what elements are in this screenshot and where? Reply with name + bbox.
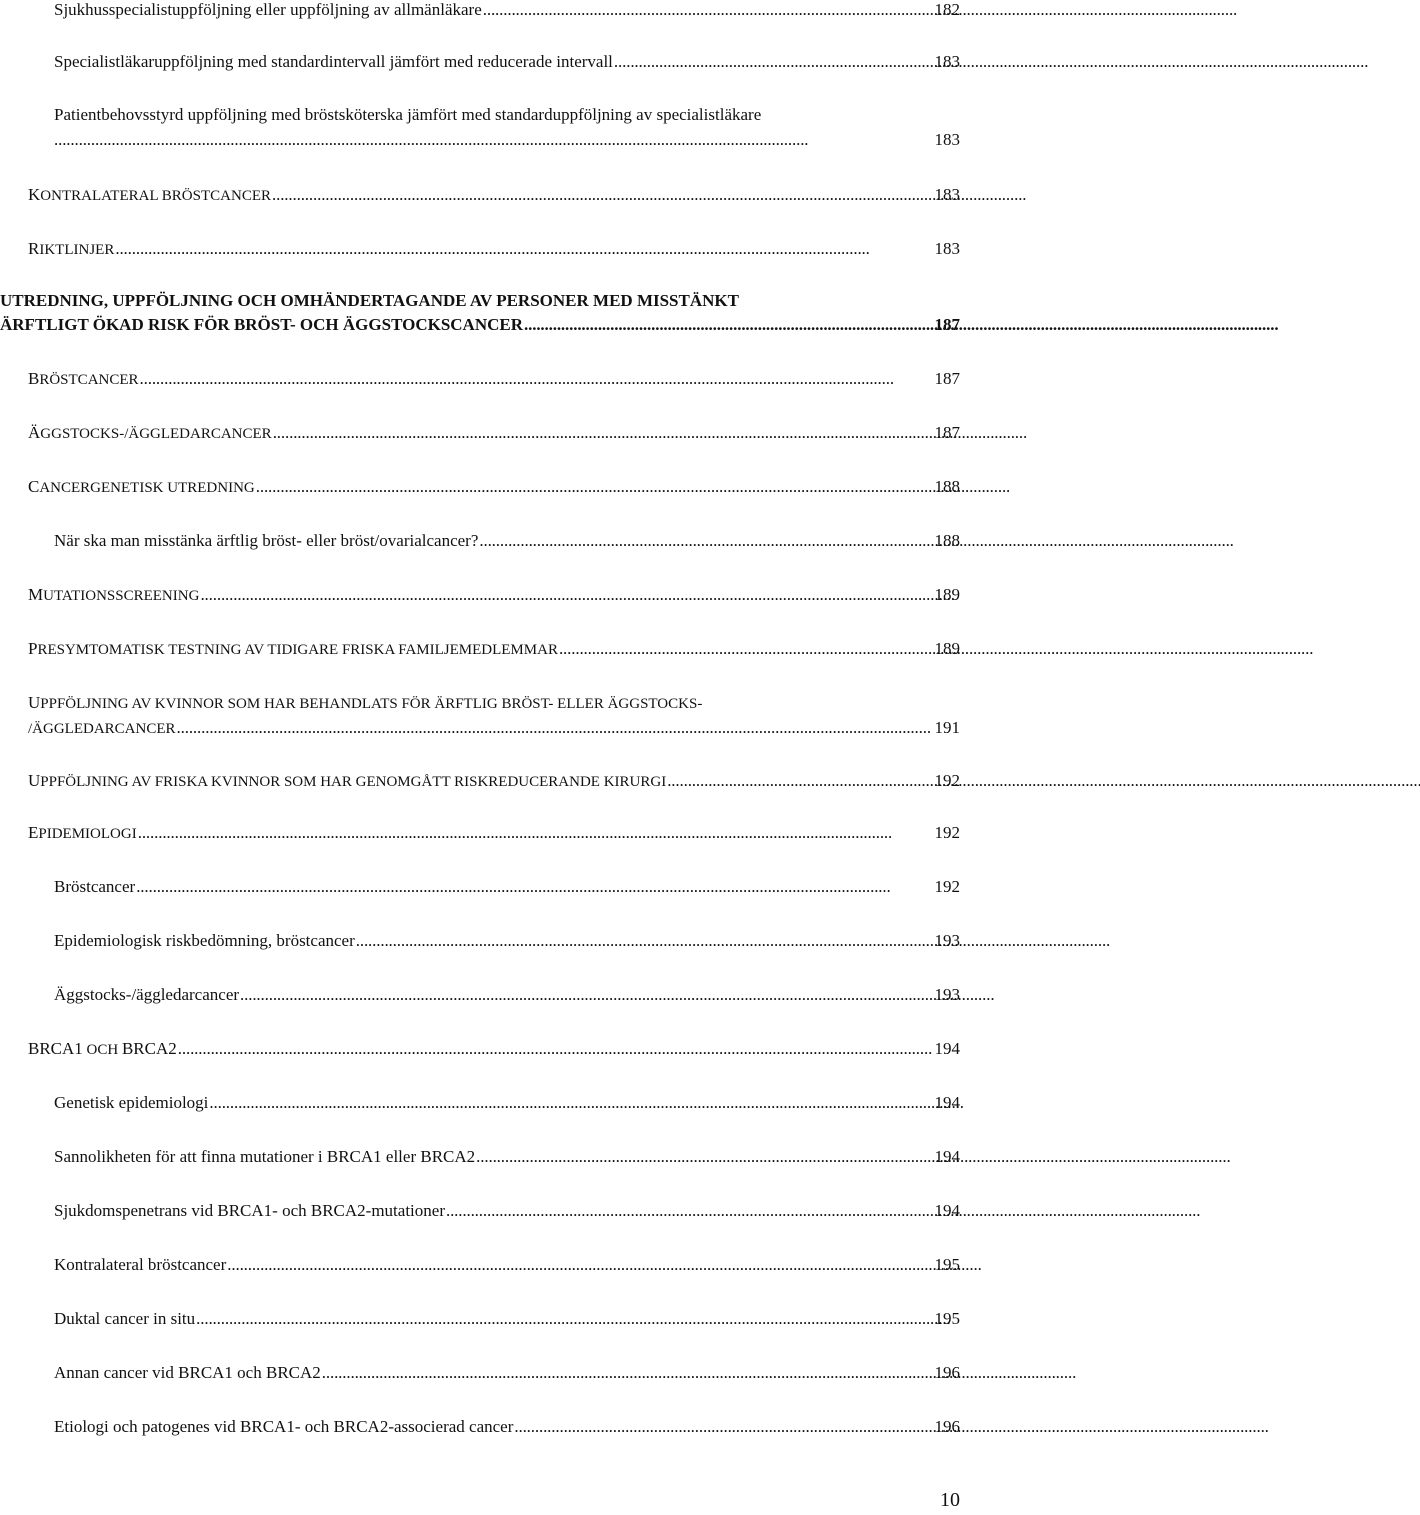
- toc-entry[interactable]: [54, 1361, 960, 1385]
- toc-leader-dots: [115, 237, 932, 261]
- toc-leader-dots: [476, 1145, 932, 1169]
- toc-entry-title: Patientbehovsstyrd uppföljning med bröstsköterska jämfört med standarduppföljning av specialistläkare: [54, 105, 762, 124]
- toc-entry-title: KONTRALATERAL BRÖSTCANCER: [28, 185, 271, 204]
- toc-leader-dots: [138, 821, 933, 845]
- toc-entry[interactable]: [28, 421, 960, 446]
- toc-entry-page: 196: [934, 1417, 960, 1436]
- toc-entry-page: 195: [934, 1309, 960, 1328]
- toc-entry[interactable]: [54, 1199, 960, 1223]
- toc-entry[interactable]: [28, 583, 960, 608]
- toc-leader-dots: [227, 1253, 932, 1277]
- toc-entry-page: 191: [934, 718, 960, 737]
- toc-entry-title: Kontralateral bröstcancer: [54, 1255, 227, 1274]
- toc-entry-title: BRÖSTCANCER: [28, 369, 139, 388]
- toc-leader-dots: [177, 716, 933, 740]
- toc-leader-dots: [140, 367, 933, 391]
- toc-entry[interactable]: [28, 367, 960, 392]
- toc-entry-title: Genetisk epidemiologi: [54, 1093, 209, 1112]
- toc-entry-page: 194: [934, 1147, 960, 1166]
- toc-entry[interactable]: [28, 475, 960, 500]
- toc-entry[interactable]: [54, 1415, 960, 1439]
- toc-entry[interactable]: [28, 237, 960, 262]
- toc-leader-dots: [273, 421, 933, 445]
- toc-leader-dots: [524, 313, 932, 337]
- toc-entry-page: 189: [934, 585, 960, 604]
- toc-leader-dots: [667, 769, 932, 793]
- toc-leader-dots: [178, 1037, 933, 1061]
- toc-leader-dots: [356, 929, 933, 953]
- toc-entry-title: RIKTLINJER: [28, 239, 115, 258]
- toc-entry-title: Epidemiologisk riskbedömning, bröstcancer: [54, 931, 355, 950]
- toc-entry-title: MUTATIONSSCREENING: [28, 585, 200, 604]
- toc-entry[interactable]: [28, 821, 960, 846]
- toc-entry[interactable]: [28, 691, 960, 741]
- toc-leader-dots: [136, 875, 932, 899]
- toc-entry-title: Sjukdomspenetrans vid BRCA1- och BRCA2-mutationer: [54, 1201, 445, 1220]
- toc-entry-page: 189: [934, 639, 960, 658]
- toc-entry-title-cont: /ÄGGLEDARCANCER: [28, 721, 176, 737]
- toc-leader-dots: [54, 128, 933, 152]
- toc-entry[interactable]: [28, 637, 960, 662]
- toc-leader-dots: [240, 983, 932, 1007]
- toc-entry[interactable]: [28, 1037, 960, 1062]
- toc-entry-title: Äggstocks-/äggledarcancer: [54, 985, 240, 1004]
- toc-leader-dots: [559, 637, 933, 661]
- toc-entry-title: Specialistläkaruppföljning med standardintervall jämfört med reducerade intervall: [54, 52, 613, 71]
- toc-entry-page: 192: [934, 771, 960, 790]
- toc-entry-page: 187: [934, 369, 960, 388]
- toc-entry-title: Sjukhusspecialistuppföljning eller uppföljning av allmänläkare: [54, 0, 482, 19]
- toc-entry[interactable]: [28, 183, 960, 208]
- toc-entry-page: 194: [934, 1039, 960, 1058]
- toc-entry-page: 183: [934, 185, 960, 204]
- toc-entry-title: PRESYMTOMATISK TESTNING AV TIDIGARE FRISKA FAMILJEMEDLEMMAR: [28, 639, 558, 658]
- toc-leader-dots: [514, 1415, 932, 1439]
- toc-chapter-title: UTREDNING, UPPFÖLJNING OCH OMHÄNDERTAGANDE AV PERSONER MED MISSTÄNKT: [0, 291, 739, 310]
- toc-entry-page: 183: [934, 130, 960, 149]
- toc-entry-page: 196: [934, 1363, 960, 1382]
- toc-entry[interactable]: [54, 1253, 960, 1277]
- toc-leader-dots: [256, 475, 933, 499]
- toc-entry-page: 182: [934, 0, 960, 19]
- toc-leader-dots: [322, 1361, 933, 1385]
- toc-entry-page: 195: [934, 1255, 960, 1274]
- toc-entry-title: CANCERGENETISK UTREDNING: [28, 477, 255, 496]
- toc-entry-page: 183: [934, 239, 960, 258]
- toc-entry-page: 188: [934, 477, 960, 496]
- toc-entry-page: 187: [934, 315, 960, 334]
- toc-entry[interactable]: [54, 0, 960, 22]
- toc-entry[interactable]: [54, 50, 960, 74]
- toc-entry[interactable]: [54, 1145, 960, 1169]
- toc-entry[interactable]: [54, 875, 960, 899]
- page-number: 10: [940, 1489, 960, 1511]
- toc-leader-dots: [209, 1091, 932, 1115]
- toc-entry-title: Etiologi och patogenes vid BRCA1- och BRCA2-associerad cancer: [54, 1417, 514, 1436]
- toc-entry-title: Sannolikheten för att finna mutationer i BRCA1 eller BRCA2: [54, 1147, 476, 1166]
- toc-chapter-entry[interactable]: [0, 289, 960, 337]
- toc-entry-title: Bröstcancer: [54, 877, 136, 896]
- toc-entry-page: 192: [934, 877, 960, 896]
- toc-leader-dots: [200, 583, 932, 607]
- toc-entry-page: 188: [934, 531, 960, 550]
- toc-entry-page: 194: [934, 1093, 960, 1112]
- toc-entry-title: När ska man misstänka ärftlig bröst- eller bröst/ovarialcancer?: [54, 531, 479, 550]
- toc-chapter-title-cont: ÄRFTLIGT ÖKAD RISK FÖR BRÖST- OCH ÄGGSTOCKSCANCER: [0, 315, 524, 334]
- toc-entry-title: Annan cancer vid BRCA1 och BRCA2: [54, 1363, 321, 1382]
- toc-entry-page: 193: [934, 931, 960, 950]
- toc-entry-title: UPPFÖLJNING AV KVINNOR SOM HAR BEHANDLATS FÖR ÄRFTLIG BRÖST- ELLER ÄGGSTOCKS-: [28, 693, 703, 712]
- toc-entry-page: 187: [934, 423, 960, 442]
- toc-entry[interactable]: [54, 929, 960, 953]
- toc-entry-title: Duktal cancer in situ: [54, 1309, 196, 1328]
- toc-entry[interactable]: [28, 769, 960, 794]
- toc-leader-dots: [479, 529, 932, 553]
- toc-entry[interactable]: [54, 983, 960, 1007]
- toc-leader-dots: [614, 50, 933, 74]
- toc-entry-title: UPPFÖLJNING AV FRISKA KVINNOR SOM HAR GENOMGÅTT RISKREDUCERANDE KIRURGI: [28, 771, 667, 790]
- toc-entry-title: ÄGGSTOCKS-/ÄGGLEDARCANCER: [28, 423, 272, 442]
- toc-entry[interactable]: [54, 1307, 960, 1331]
- toc-entry-title: BRCA1 OCH BRCA2: [28, 1039, 177, 1058]
- toc-entry[interactable]: [54, 103, 960, 152]
- toc-entry-page: 192: [934, 823, 960, 842]
- toc-entry-title: EPIDEMIOLOGI: [28, 823, 137, 842]
- toc-leader-dots: [272, 183, 933, 207]
- toc-entry[interactable]: [54, 529, 960, 553]
- toc-entry-page: 194: [934, 1201, 960, 1220]
- toc-entry[interactable]: [54, 1091, 960, 1115]
- toc-entry-page: 193: [934, 985, 960, 1004]
- toc-leader-dots: [483, 0, 933, 22]
- toc-entry-page: 183: [934, 52, 960, 71]
- toc-leader-dots: [446, 1199, 933, 1223]
- toc-leader-dots: [196, 1307, 932, 1331]
